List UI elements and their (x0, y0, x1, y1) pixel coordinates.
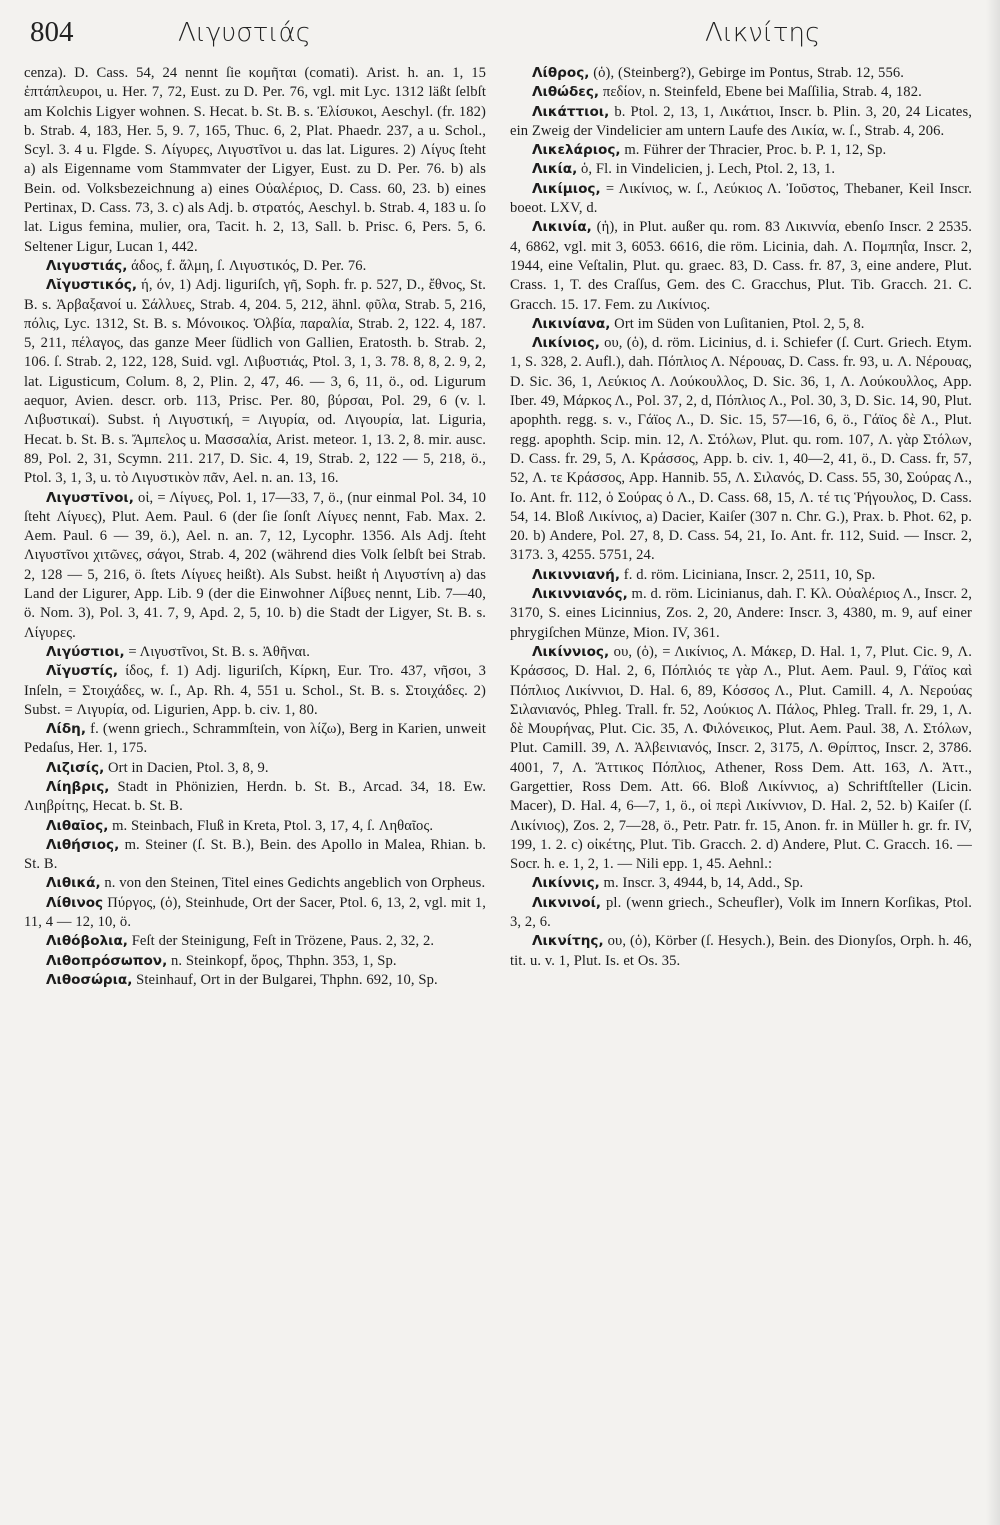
dictionary-entry (510, 315, 972, 334)
dictionary-entry (24, 874, 486, 893)
entry-headword: Λικελάριος, (532, 142, 621, 159)
left-guide-word: Λιγυστιάς (178, 18, 311, 48)
dictionary-entry (24, 643, 486, 662)
dictionary-entry (510, 334, 972, 566)
entry-headword: Λικιννιανή, (532, 566, 621, 583)
entry-headword: Λικνίτης, (532, 933, 604, 950)
entry-definition: (ὁ), (Steinberg?), Gebirge im Pontus, Strab. 12, 556. (589, 65, 904, 81)
entry-definition: m. Führer der Thracier, Proc. b. P. 1, 12, Sp. (620, 142, 887, 159)
left-column (24, 64, 486, 990)
dictionary-entry (510, 180, 972, 219)
page-header (0, 12, 1000, 52)
entry-definition: n. Steinkopf, ὄρος, Thphn. 353, 1, Sp. (167, 952, 397, 969)
entry-headword: Λιγύστιοι, (46, 643, 125, 660)
entry-definition: ή, όν, 1) Adj. liguriſch, γῆ, Soph. fr. p. 527, D., ἔθνος, St. B. s. Ἀρβαξανοί u. Σάλλυες, Strab. 4, 204. 5, 212, ähnl. φῦλα, Strab. 5, 216, πόλις, Lyc. 1312, St. B. s. Μόνοικος. Ὀλβία, παραλία, Strab. 2, 122. 4, 187. 5, 211, πέλαγος, das ganze Meer ſüdlich von Gallien, Eratosth. b. Strab. 2, 106. ſ. Strab. 2, 122, 128, Suid. vgl. Λιβυστιάς, Ptol. 3, 1, 3. 78. 8, 8, 2. 9, 2, lat. Ligusticum, Colum. 8, 2, Plin. 2, 47, 46. — 3, 6, 11, ö., od. Ligurum aequor, Avien. descr. orb. 113, Prisc. Per. 80, βύρσαι, Pol. 29, 6 (v. l. Λιβυστικαί). Subst. ἡ Λιγυστική, = Λιγυρία, od. Λιγουρία, lat. Liguria, Hecat. b. St. B. s. Ἄμπελος u. Μασσαλία, Arist. meteor. 1, 13. 2, 8. mir. ausc. 89, Pol. 2, 31, Scymn. 211. 217, D. Sic. 4, 19, Strab. 2, 122 — 5, 218, ö., Ptol. 3, 1, 3, u. τὸ Λιγυστικὸν πᾶν, Ael. n. an. 13, 16. (24, 277, 486, 487)
entry-headword: Λικάττιοι, (532, 103, 610, 120)
dictionary-entry (24, 778, 486, 817)
entry-headword: Λιθοπρόσωπον, (46, 952, 168, 969)
entry-headword: Λικία, (532, 161, 578, 178)
dictionary-entry (510, 874, 972, 893)
entry-definition: f. d. röm. Liciniana, Inscr. 2, 2511, 10, Sp. (620, 566, 876, 583)
entry-definition: m. Steinbach, Fluß in Kreta, Ptol. 3, 17, 4, ſ. Ληθαῖος. (108, 817, 434, 834)
entry-definition: m. d. röm. Licinianus, dah. Γ. Κλ. Οὐαλέριος Λ., Inscr. 2, 3170, S. eines Licinnius, Zos. 2, 20, Andere: Inscr. 3, 4380, m. 9, auf einer phrygiſchen Münze, Mion. IV, 361. (510, 586, 972, 641)
entry-definition: m. Inscr. 3, 4944, b, 14, Add., Sp. (599, 875, 804, 892)
entry-headword: Λιγυστῖνοι, (46, 489, 134, 506)
dictionary-entry (24, 662, 486, 720)
dictionary-entry (510, 218, 972, 314)
entry-definition: f. (wenn griech., Schrammſtein, von λίζω), Berg in Karien, unweit Pedaſus, Her. 1, 175. (24, 721, 486, 757)
dictionary-entry (510, 83, 972, 102)
entry-headword: Λίηβρις, (46, 778, 110, 795)
dictionary-entry (24, 489, 486, 643)
dictionary-entry (510, 141, 972, 160)
entry-definition: n. von den Steinen, Titel eines Gedichts angeblich von Orpheus. (100, 875, 486, 892)
dictionary-entry (24, 894, 486, 933)
entry-definition: (ἡ), in Plut. außer qu. rom. 83 Λικιννία, ebenſo Inscr. 2 2535. 4, 6862, vgl. mit 3, 6053. 6616, die röm. Licinia, dah. Λ. Πομπηΐα, Inscr. 2, 1944, eine Veſtalin, Plut. qu. graec. 83, D. Cass. fr. 87, 3, eine andere, Plut. Crass. 1, T. des Craſſus, Gem. des C. Gracchus, Plut. Tib. Gracch. 21. C. Gracch. 15. 17. Fem. zu Λικίνιος. (510, 219, 972, 313)
dictionary-entry (24, 276, 486, 488)
dictionary-entry (510, 103, 972, 142)
entry-headword: Λικίννιος, (532, 643, 610, 660)
entry-definition: άδος, f. ἅλμη, ſ. Λιγυστικός, D. Per. 76. (127, 257, 367, 274)
right-column (510, 64, 972, 971)
dictionary-entry (24, 971, 486, 990)
entry-definition: Πύργος, (ὁ), Steinhude, Ort der Sacer, Ptol. 6, 13, 2, vgl. mit 1, 11, 4 — 12, 10, ö. (24, 894, 486, 931)
page-number: 804 (30, 16, 74, 48)
entry-definition: m. Steiner (ſ. St. B.), Bein. des Apollo in Malea, Rhian. b. St. B. (24, 836, 486, 873)
entry-definition: Feſt der Steinigung, Feſt in Trözene, Paus. 2, 32, 2. (127, 933, 435, 950)
dictionary-entry (510, 585, 972, 643)
dictionary-entry (24, 720, 486, 759)
entry-headword: Λικιννιανός, (532, 586, 628, 603)
entry-headword: Λιθικά, (46, 875, 101, 892)
dictionary-entry (510, 894, 972, 933)
entry-headword: Λιθοσώρια, (46, 971, 133, 988)
entry-headword: Λικίννις, (532, 875, 600, 892)
entry-definition: ου, (ὁ), d. röm. Licinius, d. i. Schiefer (ſ. Curt. Griech. Etym. 1, S. 328, 2. Aufl.), dah. Πόπλιος Λ. Νέρουας, D. Cass. fr. 93, u. Λ. Νέρουας, D. Sic. 36, 1, Λεύκιος Λ. Λούκουλλος, D. Sic. 36, 1, Λ. Λούκουλλος, App. Iber. 49, Μάρκος Λ., Pol. 37, 2, d, Πόπλιος Λ., Pol. 30, 3, D. Sic. 14, 90, Plut. apophth. regg. s. v., Γάϊος Λ., D. Sic. 15, 57—16, 6, ö., Γάϊος δὲ Λ., Plut. regg. apophth. Scip. min. 12, Λ. Στόλων, Plut. qu. rom. 107, Λ. γὰρ Στόλων, D. Cass. fr. 29, 5, Λ. Κράσσος, App. b. civ. 1, 40—2, 41, ö., D. Cass. fr, 57, 52, Λ. τε Κράσσος, App. Hannib. 55, Λ. Σιλανός, D. Cass. 55, 30, Σούρας Λ., Io. Ant. fr. 112, ὁ Σούρας ὁ Λ., D. Cass. 68, 15, Λ. τέ τις Ῥήγουλος, D. Cass. 54, 14. Bloß Λικίνιος, a) Dacier, Kaiſer (307 n. Chr. G.), Prax. b. Phot. 62, p. 20. b) Andere, Pol. 27, 8, D. Cass. 54, 21, Io. Ant. fr. 112, Suid. — Inscr. 2, 3173. 3, 4255. 5751, 24. (510, 335, 972, 564)
entry-headword: Λῐγυστικός, (46, 277, 138, 294)
dictionary-entry (510, 64, 972, 83)
entry-headword: Λιγυστιάς, (46, 257, 128, 274)
entry-headword: Λιζισίς, (46, 759, 105, 776)
entry-headword: Λίθρος, (532, 65, 590, 81)
entry-headword: Λιθαῖος, (46, 817, 109, 834)
entry-definition: Ort im Süden von Luſitanien, Ptol. 2, 5, 8. (610, 315, 865, 332)
dictionary-entry (510, 932, 972, 971)
entry-headword: Λικινία, (532, 219, 592, 236)
entry-headword: Λικνινοί, (532, 894, 602, 911)
entry-headword: Λίθινος (46, 894, 104, 911)
entry-definition: ίδος, f. 1) Adj. liguriſch, Κίρκη, Eur. Tro. 437, νῆσοι, 3 Inſeln, = Στοιχάδες, w. ſ., Ap. Rh. 4, 551 u. Schol., St. B. s. Στοιχάδες. 2) Subst. = Λιγυρία, od. Ligurien, App. b. civ. 1, 80. (24, 663, 486, 718)
entry-definition: = Λιγυστῖνοι, St. B. s. Ἀθῆναι. (124, 643, 310, 660)
right-guide-word: Λικνίτης (705, 18, 821, 48)
page-gutter-shadow (986, 0, 1000, 1525)
dictionary-entry (24, 64, 486, 257)
dictionary-entry (24, 836, 486, 875)
entry-definition: pl. (wenn griech., Scheufler), Volk im Innern Korſikas, Ptol. 3, 2, 6. (510, 894, 972, 931)
entry-headword: Λιθώδες, (532, 84, 600, 101)
entry-definition: Steinhauf, Ort in der Bulgarei, Thphn. 692, 10, Sp. (132, 971, 438, 988)
entry-definition: πεδίον, n. Steinfeld, Ebene bei Maſſilia, Strab. 4, 182. (599, 84, 922, 101)
dictionary-entry (24, 952, 486, 971)
dictionary-entry (24, 932, 486, 951)
dictionary-entry (24, 759, 486, 778)
entry-definition: Ort in Dacien, Ptol. 3, 8, 9. (104, 759, 269, 776)
dictionary-entry (24, 817, 486, 836)
entry-definition: Stadt in Phönizien, Herdn. b. St. B., Arcad. 34, 18. Ew. Λιηβρίτης, Hecat. b. St. B. (24, 778, 486, 815)
entry-definition: ου, (ὁ), Körber (ſ. Hesych.), Bein. des Dionyſos, Orph. h. 46, tit. u. v. 1, Plut. Is. et Os. 35. (510, 933, 972, 969)
entry-definition: ὁ, Fl. in Vindelicien, j. Lech, Ptol. 2, 13, 1. (577, 161, 836, 178)
entry-definition: ου, (ὁ), = Λικίνιος, Λ. Μάκερ, D. Hal. 1, 7, Plut. Cic. 9, Λ. Κράσσος, D. Hal. 2, 6, Πόπλιός τε γὰρ Λ., Plut. Aem. Paul. 9, Γάϊος καὶ Πόπλιος Λικίννιοι, D. Hal. 6, 89, Κόσσος Λ., Plut. Camill. 4, Λ. Νερούας Σιλανιανός, Phleg. Trall. fr. 52, Λούκιος Λ. Πάλος, Phleg. Trall. fr. 29, 1, Λ. δὲ Μουρήνας, Plut. Cic. 35, Λ. Φιλόνεικος, Plut. Aem. Paul. 38, Λ. Στόλων, Plut. Camill. 39, Λ. Ἀλβεινιανός, Inscr. 2, 3175, Λ. Θρίπτος, Inscr. 2, 3786. 4001, 7, Λ. Ἄττικος Πόπλιος, Athener, Ross Dem. Att. 163, Λ. Ἀττ., Gargettier, Ross Dem. Att. 66. Bloß Λικίννιος, a) Schriftſteller (Licin. Macer), D. Hal. 4, 6—7, 1, ö., οἱ περὶ Λικίννιον, D. Hal. 2, 52. b) Kaiſer (ſ. Λικίνιος), Zos. 2, 7—28, ö., Petr. Patr. fr. 15, Anon. fr. in Müller h. gr. fr. IV, 199, 1. 2. c) οἰκέτης, Plut. Tib. Gracch. 2. d) Andere, Plut. C. Gracch. 16. — Socr. h. e. 1, 2, 1. — Nili epp. 1, 45. Aehnl.: (510, 643, 972, 873)
dictionary-entry (510, 643, 972, 875)
entry-headword: Λιθήσιος, (46, 836, 120, 853)
dictionary-entry (24, 257, 486, 276)
entry-headword: Λικινίανα, (532, 315, 611, 332)
entry-headword: Λικίμιος, (532, 180, 601, 197)
entry-definition: οἱ, = Λίγυες, Pol. 1, 17—33, 7, ö., (nur einmal Pol. 34, 10 ſteht Λίγυες), Plut. Aem. Paul. 6 (der ſie ſonſt Λίγυες nennt, Fab. Max. 2. Aem. Paul. 6 — 39, ö.), Ael. n. an. 7, 12, Lycophr. 1356. Als Adj. ſteht Λιγυστῖνοι χιτῶνες, σάγοι, Strab. 4, 202 (während dies Volk ſelbſt bei Strab. 2, 128 — 5, 216, ö. ſtets Λίγυες heißt). Als Subst. heißt ἡ Λιγυστίνη a) das Land der Ligurer, App. Lib. 9 (der die Einwohner Λίβυες nennt, Lib. 7—40, ö. Nom. 3), Pol. 3, 41. 7, 9, Apd. 2, 5, 10. b) die Stadt der Ligyer, St. B. s. Λίγυρες. (24, 489, 486, 641)
dictionary-entry (510, 566, 972, 585)
entry-headword: Λῐγυστίς, (46, 663, 119, 680)
entry-definition: b. Ptol. 2, 13, 1, Λικάτιοι, Inscr. b. Plin. 3, 20, 24 Licates, ein Zweig der Vindelicier am untern Laufe des Λικία, w. ſ., Strab. 4, 206. (510, 103, 972, 139)
entry-headword: Λίδη, (46, 721, 86, 738)
entry-headword: Λιθόβολια, (46, 933, 128, 950)
entry-headword: Λικίνιος, (532, 335, 600, 352)
entry-definition: = Λικίνιος, w. ſ., Λεύκιος Λ. Ἰοῦστος, Thebaner, Keil Inscr. boeot. LXV, d. (510, 180, 972, 217)
dictionary-entry (510, 160, 972, 179)
entry-definition: cenza). D. Cass. 54, 24 nennt ſie κομῆται (comati). Arist. h. an. 1, 15 ἑπτάπλευροι, u. Her. 7, 72, Eust. zu D. Per. 76, vgl. mit Lyc. 1312 läßt ſelbſt am Kolchis Ligyer wohnen. S. Hecat. b. St. B. s. Ἐλίσυκοι, Aeschyl. (fr. 182) b. Strab. 4, 183, Her. 5, 9. 7, 165, Thuc. 6, 2, Plat. Phaedr. 237, a u. Schol., Scyl. 3. 4 u. Flgde. S. Λίγυρες, Λιγυστῖνοι u. das lat. Ligures. 2) Λίγυς ſteht a) als Eigenname vom Stammvater der Ligyer, Eust. zu D. Per. 76. b) als Bein. od. Volksbezeichnung a) eines Οὐαλέριος, D. Cass. 60, 23. b) eines Pertinax, D. Cass. 73, 3. c) als Adj. b. στρατός, Aeschyl. b. Strab. 4, 183 u. ſo lat. Ligus femina, mulier, ora, Tacit. h. 2, 13, Sall. b. Prisc. 6, Pers. 5, 6. Seltener Ligur, Lucan 1, 442. (24, 65, 486, 255)
